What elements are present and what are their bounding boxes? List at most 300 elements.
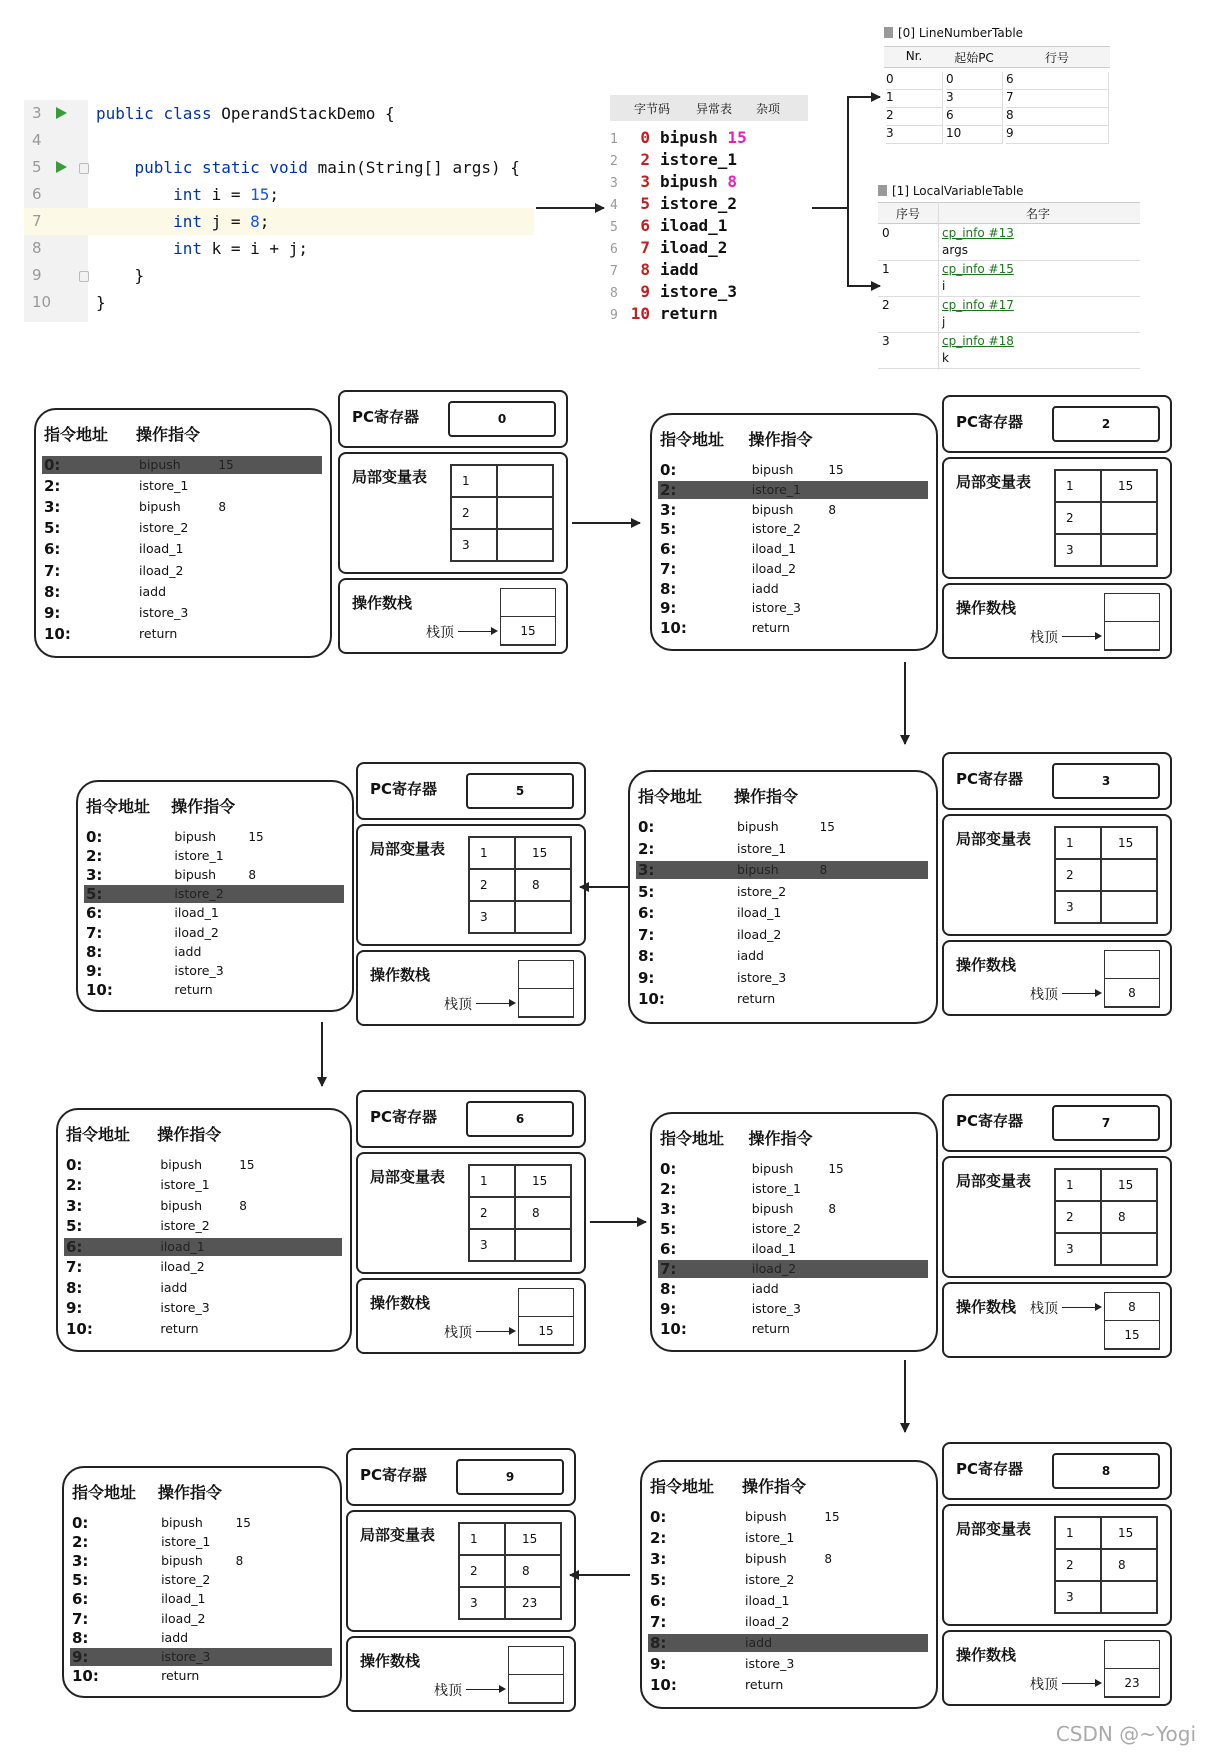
instruction-op: iload_1 bbox=[161, 1591, 206, 1607]
instruction-address: 0: bbox=[44, 456, 61, 474]
instruction-arg: 15 bbox=[235, 1516, 251, 1530]
instruction-address: 0: bbox=[660, 461, 677, 479]
line-number: 5 bbox=[32, 158, 42, 176]
instruction-op: bipush bbox=[736, 819, 779, 834]
bytecode-line-number: 8 bbox=[610, 286, 618, 301]
bytecode-op: return bbox=[660, 304, 718, 323]
instruction-address: 2: bbox=[66, 1176, 83, 1195]
instr-addr-header: 指令地址 bbox=[44, 425, 109, 444]
stack-slot: 15 bbox=[501, 617, 555, 645]
instruction-arg: 15 bbox=[248, 830, 264, 844]
instruction-address: 6: bbox=[660, 1240, 677, 1258]
pc-register-label: PC寄存器 bbox=[956, 1112, 1024, 1130]
instruction-op: iload_2 bbox=[161, 1610, 206, 1626]
instruction-arg: 8 bbox=[239, 1198, 247, 1213]
line-number: 6 bbox=[32, 185, 42, 203]
instruction-arg: 15 bbox=[239, 1158, 255, 1172]
bytecode-pc: 8 bbox=[640, 260, 650, 279]
code-text: int j = 8; bbox=[173, 212, 270, 231]
column-header: 序号 bbox=[895, 207, 920, 221]
instruction-address: 0: bbox=[638, 818, 655, 836]
instr-op-header: 操作指令 bbox=[157, 1483, 222, 1502]
variable-name: i bbox=[942, 279, 946, 293]
code-text: int k = i + j; bbox=[173, 239, 308, 258]
code-text: public class OperandStackDemo { bbox=[96, 104, 395, 123]
bytecode-op: bipush bbox=[660, 172, 718, 191]
line-number: 4 bbox=[32, 131, 42, 149]
stack-slot: 8 bbox=[1105, 979, 1159, 1007]
instruction-op: bipush bbox=[751, 501, 794, 517]
instruction-op: bipush bbox=[161, 1553, 203, 1569]
instruction-arg: 15 bbox=[828, 1162, 844, 1176]
instruction-op: bipush bbox=[139, 499, 181, 515]
instruction-address: 2: bbox=[660, 1180, 677, 1198]
line-number: 7 bbox=[32, 212, 42, 230]
bytecode-op: iload_2 bbox=[660, 238, 728, 257]
bytecode-op: istore_3 bbox=[660, 282, 738, 301]
instruction-op: bipush bbox=[751, 1161, 794, 1176]
instruction-address: 6: bbox=[660, 540, 677, 559]
bytecode-op: istore_1 bbox=[660, 150, 738, 169]
slot-value: 8 bbox=[505, 1555, 561, 1587]
instruction-arg: 8 bbox=[235, 1554, 244, 1569]
table-cell: 0 bbox=[886, 72, 943, 90]
bytecode-pc: 9 bbox=[640, 282, 650, 301]
instruction-address: 7: bbox=[660, 1260, 677, 1278]
instruction-op: bipush bbox=[751, 1201, 794, 1216]
instruction-op: iadd bbox=[736, 948, 764, 964]
instruction-op: iload_2 bbox=[751, 1261, 797, 1276]
local-variable-label: 局部变量表 bbox=[370, 840, 446, 858]
pc-register-label: PC寄存器 bbox=[352, 408, 420, 426]
slot-index: 2 bbox=[451, 497, 497, 529]
instruction-op: iload_2 bbox=[160, 1259, 205, 1275]
operand-stack-label: 操作数栈 bbox=[370, 1294, 431, 1312]
stack-slot: 8 bbox=[1105, 1293, 1159, 1321]
instruction-op: istore_1 bbox=[160, 1177, 210, 1193]
instruction-op: istore_2 bbox=[161, 1572, 211, 1588]
cp-info-link[interactable]: cp_info #17 bbox=[942, 298, 1014, 312]
instruction-address: 10: bbox=[660, 619, 687, 638]
slot-index: 3 bbox=[459, 1587, 505, 1619]
instruction-address: 8: bbox=[650, 1634, 667, 1652]
slot-value: 15 bbox=[515, 1165, 571, 1197]
slot-index: 1 bbox=[1055, 470, 1101, 502]
instruction-address: 0: bbox=[72, 1514, 89, 1532]
instruction-op: iload_2 bbox=[751, 560, 797, 576]
instruction-op: istore_3 bbox=[736, 969, 787, 985]
slot-index: 3 bbox=[1055, 891, 1101, 923]
bytecode-pc: 3 bbox=[640, 172, 650, 191]
column-header: 名字 bbox=[1025, 207, 1050, 221]
instruction-op: iadd bbox=[751, 580, 779, 596]
instruction-address: 5: bbox=[86, 885, 103, 904]
stack-top-label: 栈顶 bbox=[1030, 630, 1058, 646]
instruction-address: 10: bbox=[66, 1319, 93, 1338]
table-cell: 6 bbox=[946, 108, 1003, 126]
table-cell: 3 bbox=[946, 90, 1003, 108]
instruction-op: iload_1 bbox=[736, 905, 782, 921]
instruction-op: iload_2 bbox=[736, 926, 782, 942]
instruction-address: 5: bbox=[72, 1571, 89, 1590]
instruction-op: bipush bbox=[174, 867, 217, 883]
instruction-op: istore_2 bbox=[736, 883, 787, 899]
instruction-address: 3: bbox=[66, 1196, 83, 1215]
operand-stack-label: 操作数栈 bbox=[956, 1646, 1017, 1664]
stack-slot: 15 bbox=[519, 1317, 573, 1345]
instr-addr-header: 指令地址 bbox=[86, 797, 151, 816]
pc-register-value: 9 bbox=[456, 1459, 564, 1495]
instruction-arg: 15 bbox=[828, 463, 844, 477]
instruction-op: bipush bbox=[736, 862, 779, 878]
instruction-address: 10: bbox=[650, 1676, 677, 1694]
tab-exception-table[interactable]: 异常表 bbox=[696, 102, 733, 116]
pc-register-label: PC寄存器 bbox=[956, 413, 1024, 431]
instruction-op: bipush bbox=[160, 1197, 203, 1213]
instr-addr-header: 指令地址 bbox=[660, 430, 725, 449]
instruction-op: istore_2 bbox=[160, 1218, 210, 1234]
bytecode-line-number: 7 bbox=[610, 264, 618, 279]
instruction-address: 6: bbox=[44, 540, 61, 559]
instruction-op: istore_1 bbox=[161, 1534, 211, 1550]
table-cell: 1 bbox=[886, 90, 943, 108]
instr-addr-header: 指令地址 bbox=[638, 787, 703, 806]
instruction-address: 7: bbox=[86, 923, 103, 942]
instruction-address: 9: bbox=[66, 1299, 83, 1318]
stack-top-label: 栈顶 bbox=[1030, 987, 1058, 1003]
table-cell: 7 bbox=[1006, 90, 1109, 108]
instruction-address: 7: bbox=[638, 925, 655, 944]
instruction-address: 9: bbox=[86, 961, 103, 980]
operand-stack-label: 操作数栈 bbox=[352, 594, 413, 612]
local-variable-label: 局部变量表 bbox=[956, 830, 1032, 848]
stack-top-label: 栈顶 bbox=[434, 1683, 462, 1699]
instruction-address: 9: bbox=[72, 1647, 89, 1666]
instruction-address: 5: bbox=[660, 1220, 677, 1238]
tab-bytecode[interactable]: 字节码 bbox=[634, 102, 671, 116]
slot-value: 15 bbox=[1101, 470, 1157, 502]
line-number: 10 bbox=[32, 293, 52, 311]
variable-name: args bbox=[942, 243, 968, 257]
instruction-op: iadd bbox=[161, 1629, 189, 1645]
instruction-op: iload_1 bbox=[139, 541, 184, 557]
table-cell: 8 bbox=[1006, 108, 1109, 126]
instruction-arg: 8 bbox=[248, 868, 257, 883]
instruction-op: return bbox=[751, 620, 790, 636]
bytecode-line-number: 4 bbox=[610, 198, 618, 213]
instruction-address: 3: bbox=[638, 861, 655, 880]
slot-value: 8 bbox=[515, 869, 571, 901]
instr-op-header: 操作指令 bbox=[741, 1477, 806, 1496]
slot-index: 1 bbox=[459, 1523, 505, 1555]
instruction-address: 6: bbox=[86, 904, 103, 923]
instruction-arg: 8 bbox=[828, 1202, 837, 1216]
arrow-bytecode-to-lvt bbox=[848, 208, 880, 286]
instruction-op: bipush bbox=[745, 1509, 787, 1524]
instruction-op: istore_3 bbox=[174, 962, 224, 978]
instruction-address: 9: bbox=[638, 968, 655, 987]
instr-op-header: 操作指令 bbox=[748, 1129, 813, 1148]
column-header: 起始PC bbox=[954, 51, 994, 65]
slot-index: 1 bbox=[469, 1165, 515, 1197]
pc-register-label: PC寄存器 bbox=[956, 770, 1024, 788]
slot-index: 2 bbox=[469, 869, 515, 901]
slot-index: 1 bbox=[1055, 1517, 1101, 1549]
stack-top-label: 栈顶 bbox=[444, 1325, 472, 1341]
line-number: 9 bbox=[32, 266, 42, 284]
slot-index: 2 bbox=[1055, 502, 1101, 534]
instruction-op: iload_2 bbox=[174, 924, 219, 940]
instruction-address: 2: bbox=[650, 1529, 667, 1547]
instruction-op: iadd bbox=[745, 1635, 773, 1650]
instruction-op: istore_2 bbox=[751, 1221, 802, 1236]
instruction-op: bipush bbox=[139, 457, 181, 472]
instruction-address: 8: bbox=[44, 582, 61, 601]
instruction-op: istore_3 bbox=[751, 600, 802, 616]
bytecode-pc: 2 bbox=[640, 150, 650, 169]
slot-index: 2 bbox=[1055, 1549, 1101, 1581]
code-text: public static void main(String[] args) { bbox=[134, 158, 520, 177]
bytecode-arg: 8 bbox=[717, 172, 738, 191]
operand-stack-label: 操作数栈 bbox=[956, 956, 1017, 974]
instruction-op: return bbox=[736, 991, 776, 1007]
pc-register-label: PC寄存器 bbox=[370, 1108, 438, 1126]
instruction-op: istore_1 bbox=[745, 1530, 795, 1545]
cp-info-link[interactable]: cp_info #18 bbox=[942, 334, 1014, 348]
instruction-address: 8: bbox=[72, 1628, 89, 1647]
instruction-op: return bbox=[174, 981, 213, 997]
instruction-op: istore_3 bbox=[160, 1300, 210, 1316]
tab-misc[interactable]: 杂项 bbox=[756, 102, 781, 116]
variable-name: k bbox=[942, 351, 949, 365]
table-cell: 2 bbox=[886, 108, 943, 126]
local-variable-label: 局部变量表 bbox=[956, 1520, 1032, 1538]
instruction-address: 7: bbox=[44, 561, 61, 580]
instruction-address: 7: bbox=[66, 1258, 83, 1277]
slot-index: 3 bbox=[1055, 1581, 1101, 1613]
instr-op-header: 操作指令 bbox=[748, 430, 813, 449]
slot-index: 2 bbox=[1055, 859, 1101, 891]
instruction-op: bipush bbox=[751, 462, 794, 477]
instruction-op: iload_1 bbox=[160, 1238, 205, 1254]
slot-index: 2 bbox=[1055, 1201, 1101, 1233]
instruction-arg: 15 bbox=[819, 820, 835, 834]
watermark: CSDN @~Yogi bbox=[1055, 1722, 1196, 1746]
stack-slot: 23 bbox=[1105, 1669, 1159, 1697]
bytecode-pc: 5 bbox=[640, 194, 650, 213]
instruction-address: 10: bbox=[638, 990, 665, 1009]
instruction-op: istore_3 bbox=[139, 604, 189, 620]
local-variable-label: 局部变量表 bbox=[352, 468, 428, 486]
instruction-op: istore_2 bbox=[751, 521, 802, 537]
instruction-address: 8: bbox=[66, 1278, 83, 1297]
instruction-address: 3: bbox=[650, 1550, 667, 1568]
instruction-op: return bbox=[139, 625, 178, 641]
slot-value: 8 bbox=[515, 1197, 571, 1229]
instr-op-header: 操作指令 bbox=[157, 1125, 222, 1144]
instr-addr-header: 指令地址 bbox=[72, 1483, 137, 1502]
table-cell: 10 bbox=[946, 126, 1003, 144]
line-number: 3 bbox=[32, 104, 42, 122]
instruction-address: 3: bbox=[72, 1552, 89, 1571]
instr-op-header: 操作指令 bbox=[734, 787, 799, 806]
bytecode-op: iadd bbox=[660, 260, 699, 279]
code-text: } bbox=[96, 266, 145, 285]
instr-addr-header: 指令地址 bbox=[650, 1477, 715, 1496]
instruction-op: istore_1 bbox=[751, 1181, 802, 1196]
instruction-op: istore_3 bbox=[751, 1301, 802, 1316]
stack-top-label: 栈顶 bbox=[426, 625, 454, 641]
instruction-op: iadd bbox=[160, 1279, 188, 1295]
slot-index: 3 bbox=[451, 529, 497, 561]
bytecode-line-number: 2 bbox=[610, 154, 618, 169]
instruction-op: istore_2 bbox=[174, 886, 224, 902]
cp-info-link[interactable]: cp_info #13 bbox=[942, 226, 1014, 240]
instruction-address: 6: bbox=[650, 1592, 667, 1610]
instruction-op: istore_1 bbox=[139, 478, 189, 494]
instruction-op: istore_3 bbox=[161, 1648, 211, 1664]
variable-name: j bbox=[942, 315, 946, 329]
pc-register-label: PC寄存器 bbox=[370, 780, 438, 798]
instruction-op: iadd bbox=[139, 583, 167, 599]
instruction-address: 7: bbox=[650, 1613, 667, 1631]
instruction-address: 7: bbox=[660, 559, 677, 578]
column-header: 行号 bbox=[1044, 51, 1069, 65]
instruction-address: 6: bbox=[638, 904, 655, 923]
instruction-arg: 15 bbox=[218, 458, 234, 472]
instruction-op: istore_2 bbox=[745, 1572, 795, 1587]
instruction-address: 2: bbox=[660, 480, 677, 499]
pc-register-value: 7 bbox=[1052, 1105, 1160, 1141]
table-cell: 0 bbox=[946, 72, 1003, 90]
instruction-address: 5: bbox=[650, 1571, 667, 1589]
local-variable-label: 局部变量表 bbox=[956, 1172, 1032, 1190]
operand-stack-label: 操作数栈 bbox=[370, 966, 431, 984]
instruction-address: 0: bbox=[650, 1508, 667, 1526]
pc-register-value: 3 bbox=[1052, 763, 1160, 799]
instruction-op: bipush bbox=[745, 1551, 787, 1566]
instruction-arg: 8 bbox=[218, 500, 227, 515]
slot-value: 8 bbox=[1101, 1549, 1157, 1581]
table-cell: 6 bbox=[1006, 72, 1109, 90]
instruction-arg: 8 bbox=[819, 863, 828, 878]
bytecode-line-number: 6 bbox=[610, 242, 618, 257]
slot-index: 2 bbox=[469, 1197, 515, 1229]
variable-index: 0 bbox=[882, 226, 890, 240]
instruction-op: iload_2 bbox=[745, 1614, 790, 1629]
instruction-arg: 8 bbox=[828, 502, 837, 517]
instruction-op: istore_2 bbox=[139, 520, 189, 536]
pc-register-value: 6 bbox=[466, 1101, 574, 1137]
local-variable-label: 局部变量表 bbox=[956, 473, 1032, 491]
bytecode-pc: 7 bbox=[640, 238, 650, 257]
slot-index: 2 bbox=[459, 1555, 505, 1587]
instruction-address: 10: bbox=[86, 980, 113, 999]
instruction-op: iload_1 bbox=[174, 905, 219, 921]
slot-index: 1 bbox=[451, 465, 497, 497]
pc-register-value: 8 bbox=[1052, 1453, 1160, 1489]
variable-index: 2 bbox=[882, 298, 890, 312]
table-cell: 9 bbox=[1006, 126, 1109, 144]
instruction-address: 8: bbox=[86, 942, 103, 961]
variable-index: 1 bbox=[882, 262, 890, 276]
instruction-op: iload_1 bbox=[745, 1593, 790, 1608]
instruction-address: 8: bbox=[660, 1280, 677, 1298]
instruction-op: bipush bbox=[174, 829, 217, 844]
bytecode-line-number: 3 bbox=[610, 176, 618, 191]
instruction-op: istore_1 bbox=[736, 840, 787, 856]
bytecode-pc: 0 bbox=[640, 128, 650, 147]
slot-value: 15 bbox=[1101, 827, 1157, 859]
instruction-op: iload_2 bbox=[139, 562, 184, 578]
pc-register-value: 0 bbox=[448, 401, 556, 437]
instruction-address: 9: bbox=[660, 1300, 677, 1318]
instruction-address: 8: bbox=[660, 579, 677, 598]
instruction-address: 2: bbox=[638, 839, 655, 858]
instruction-address: 3: bbox=[660, 500, 677, 519]
bytecode-arg: 15 bbox=[717, 128, 747, 147]
instruction-op: return bbox=[745, 1677, 784, 1692]
slot-value: 23 bbox=[505, 1587, 561, 1619]
instruction-address: 8: bbox=[638, 947, 655, 966]
pc-register-value: 2 bbox=[1052, 406, 1160, 442]
slot-value: 8 bbox=[1101, 1201, 1157, 1233]
instruction-address: 0: bbox=[66, 1156, 83, 1174]
stack-top-label: 栈顶 bbox=[1030, 1677, 1058, 1693]
instruction-address: 5: bbox=[660, 520, 677, 539]
bytecode-op: istore_2 bbox=[660, 194, 738, 213]
instruction-op: bipush bbox=[160, 1157, 203, 1172]
operand-stack-label: 操作数栈 bbox=[956, 1298, 1017, 1316]
variable-index: 3 bbox=[882, 334, 890, 348]
bytecode-line-number: 1 bbox=[610, 132, 618, 147]
slot-value: 15 bbox=[1101, 1169, 1157, 1201]
instruction-address: 10: bbox=[72, 1666, 99, 1685]
pc-register-label: PC寄存器 bbox=[360, 1466, 428, 1484]
instruction-address: 6: bbox=[72, 1590, 89, 1609]
stack-top-label: 栈顶 bbox=[1030, 1301, 1058, 1317]
pc-register-label: PC寄存器 bbox=[956, 1460, 1024, 1478]
instruction-op: iadd bbox=[751, 1281, 779, 1296]
column-header: Nr. bbox=[905, 49, 923, 63]
bytecode-line-number: 5 bbox=[610, 220, 618, 235]
instruction-op: return bbox=[161, 1667, 200, 1683]
stack-slot: 15 bbox=[1105, 1321, 1159, 1349]
instruction-op: iload_1 bbox=[751, 1241, 797, 1256]
instr-op-header: 操作指令 bbox=[135, 425, 200, 444]
stack-top-label: 栈顶 bbox=[444, 997, 472, 1013]
code-text: } bbox=[96, 293, 106, 312]
instruction-address: 10: bbox=[660, 1320, 687, 1338]
arrow-bytecode-to-tables bbox=[812, 97, 880, 208]
instruction-address: 5: bbox=[638, 882, 655, 901]
slot-index: 3 bbox=[469, 901, 515, 933]
instr-op-header: 操作指令 bbox=[171, 797, 236, 816]
instruction-address: 2: bbox=[86, 847, 103, 866]
line-number: 8 bbox=[32, 239, 42, 257]
slot-value: 15 bbox=[505, 1523, 561, 1555]
instruction-address: 3: bbox=[660, 1200, 677, 1218]
slot-index: 3 bbox=[469, 1229, 515, 1261]
instruction-address: 5: bbox=[66, 1217, 83, 1236]
instruction-address: 7: bbox=[72, 1609, 89, 1628]
bytecode-op: iload_1 bbox=[660, 216, 728, 235]
bytecode-pc: 10 bbox=[630, 304, 650, 323]
cp-info-link[interactable]: cp_info #15 bbox=[942, 262, 1014, 276]
slot-value: 15 bbox=[515, 837, 571, 869]
instruction-address: 2: bbox=[72, 1533, 89, 1552]
instruction-arg: 8 bbox=[824, 1552, 833, 1566]
